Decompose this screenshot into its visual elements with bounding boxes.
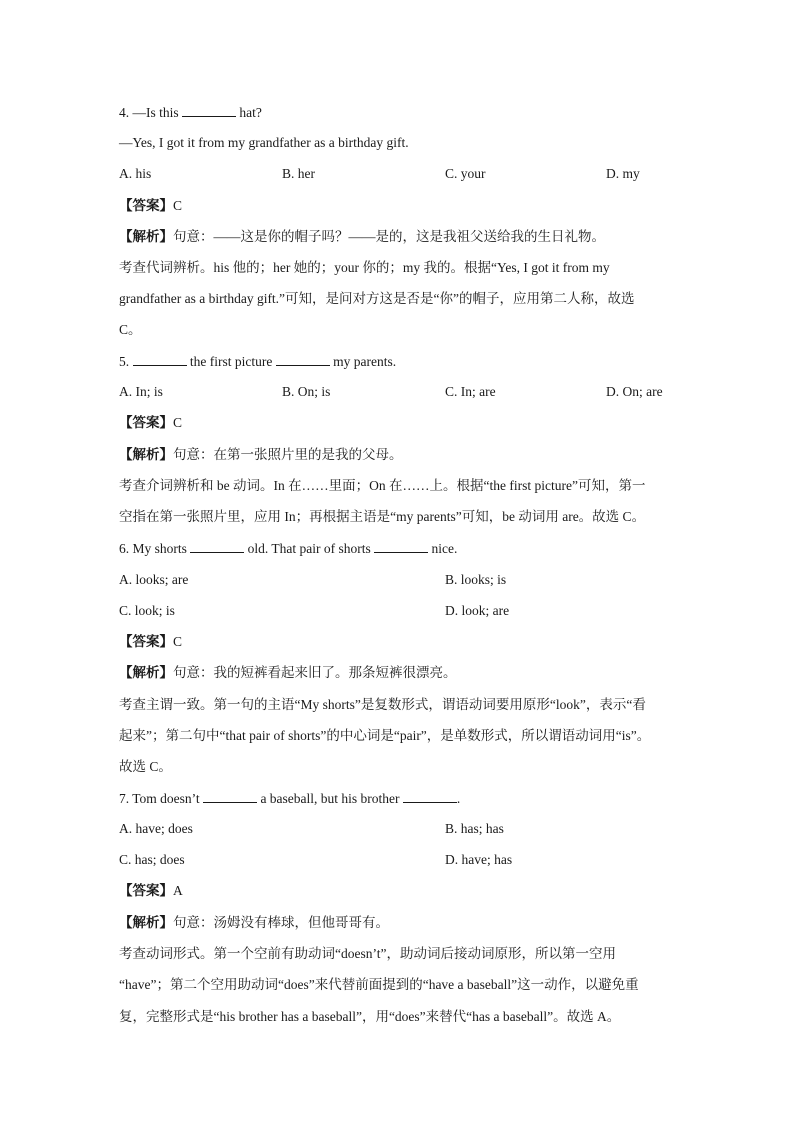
answer-tag: 【答案】 bbox=[119, 198, 173, 213]
question-6-option-c: C. look; is bbox=[119, 603, 175, 618]
question-5-option-a: A. In; is bbox=[119, 384, 163, 399]
question-7-analysis-line-1 bbox=[119, 914, 389, 932]
question-6-stem-part-2: old. That pair of shorts bbox=[244, 541, 375, 556]
question-6-option-a: A. looks; are bbox=[119, 572, 189, 587]
question-5-stem bbox=[119, 352, 396, 371]
analysis-text: 句意：我的短裤看起来旧了。那条短裤很漂亮。 bbox=[173, 665, 457, 680]
question-4-analysis-line-4: C。 bbox=[119, 322, 142, 337]
question-5-analysis-line-2: 考查介词辨析和 be 动词。In 在……里面；On 在……上。根据“the first picture”可知，第一 bbox=[119, 478, 646, 493]
question-5-answer bbox=[119, 414, 182, 432]
question-4-stem-part-1: 4. —Is this bbox=[119, 105, 183, 120]
answer-blank bbox=[190, 539, 244, 553]
answer-tag: 【答案】 bbox=[119, 415, 173, 430]
question-7-option-b: B. has; has bbox=[445, 821, 504, 836]
question-4-stem bbox=[119, 103, 262, 122]
answer-blank bbox=[203, 789, 257, 803]
question-4-option-d: D. my bbox=[606, 166, 640, 181]
question-4-stem-line-2: —Yes, I got it from my grandfather as a birthday gift. bbox=[119, 135, 409, 150]
question-4-option-a: A. his bbox=[119, 166, 152, 181]
question-7-stem-part-2: a baseball, but his brother bbox=[257, 791, 403, 806]
answer-value: C bbox=[173, 198, 183, 213]
question-4-option-b: B. her bbox=[282, 166, 315, 181]
question-5-option-b: B. On; is bbox=[282, 384, 331, 399]
answer-value: C bbox=[173, 634, 183, 649]
question-6-option-d: D. look; are bbox=[445, 603, 510, 618]
question-6-stem bbox=[119, 539, 457, 558]
question-4-analysis-line-2: 考查代词辨析。his 他的；her 她的；your 你的；my 我的。根据“Yes, I got it from my bbox=[119, 260, 610, 275]
question-7-stem-part-1: 7. Tom doesn’t bbox=[119, 791, 204, 806]
question-6-stem-part-3: nice. bbox=[428, 541, 458, 556]
question-4-analysis-line-1 bbox=[119, 228, 605, 246]
question-5-stem-part-3: my parents. bbox=[329, 354, 397, 369]
answer-blank bbox=[403, 789, 457, 803]
question-6-stem-part-1: 6. My shorts bbox=[119, 541, 191, 556]
question-5-option-c: C. In; are bbox=[445, 384, 496, 399]
answer-blank bbox=[182, 103, 236, 117]
analysis-text: 句意：在第一张照片里的是我的父母。 bbox=[173, 447, 403, 462]
question-7-answer bbox=[119, 882, 183, 900]
analysis-tag: 【解析】 bbox=[119, 447, 173, 462]
answer-blank bbox=[374, 539, 428, 553]
question-5-analysis-line-3: 空指在第一张照片里，应用 In；再根据主语是“my parents”可知，be 动词用 are。故选 C。 bbox=[119, 509, 646, 524]
question-6-answer bbox=[119, 633, 182, 651]
question-4-stem-part-2: hat? bbox=[236, 105, 262, 120]
analysis-tag: 【解析】 bbox=[119, 229, 173, 244]
question-6-analysis-line-2: 考查主谓一致。第一句的主语“My shorts”是复数形式，谓语动词要用原形“look”，表示“看 bbox=[119, 697, 646, 712]
answer-tag: 【答案】 bbox=[119, 883, 173, 898]
analysis-text: 句意：——这是你的帽子吗？——是的，这是我祖父送给我的生日礼物。 bbox=[173, 229, 605, 244]
answer-value: A bbox=[173, 883, 183, 898]
question-7-stem bbox=[119, 789, 460, 808]
question-6-analysis-line-3: 起来”；第二句中“that pair of shorts”的中心词是“pair”，是单数形式，所以谓语动词用“is”。 bbox=[119, 728, 651, 743]
question-7-analysis-line-4: 复，完整形式是“his brother has a baseball”，用“does”来替代“has a baseball”。故选 A。 bbox=[119, 1009, 621, 1024]
question-7-stem-part-3: . bbox=[456, 791, 461, 806]
answer-blank bbox=[133, 352, 187, 366]
question-4-answer bbox=[119, 197, 182, 215]
question-7-option-d: D. have; has bbox=[445, 852, 513, 867]
question-5-option-d: D. On; are bbox=[606, 384, 663, 399]
answer-value: C bbox=[173, 415, 183, 430]
analysis-tag: 【解析】 bbox=[119, 665, 173, 680]
question-5-stem-part-1: 5. bbox=[119, 354, 133, 369]
question-5-analysis-line-1 bbox=[119, 446, 403, 464]
question-7-analysis-line-3: “have”；第二个空用助动词“does”来代替前面提到的“have a baseball”这一动作，以避免重 bbox=[119, 977, 639, 992]
question-4-analysis-line-3: grandfather as a birthday gift.”可知，是问对方这是否是“你”的帽子，应用第二人称，故选 bbox=[119, 291, 635, 306]
question-7-option-c: C. has; does bbox=[119, 852, 185, 867]
question-6-option-b: B. looks; is bbox=[445, 572, 507, 587]
answer-blank bbox=[276, 352, 330, 366]
question-7-option-a: A. have; does bbox=[119, 821, 193, 836]
analysis-text: 句意：汤姆没有棒球，但他哥哥有。 bbox=[173, 915, 389, 930]
analysis-tag: 【解析】 bbox=[119, 915, 173, 930]
question-6-analysis-line-1 bbox=[119, 664, 457, 682]
question-4-option-c: C. your bbox=[445, 166, 486, 181]
answer-tag: 【答案】 bbox=[119, 634, 173, 649]
question-6-analysis-line-4: 故选 C。 bbox=[119, 759, 172, 774]
question-7-analysis-line-2: 考查动词形式。第一个空前有助动词“doesn’t”，助动词后接动词原形，所以第一空用 bbox=[119, 946, 616, 961]
question-5-stem-part-2: the first picture bbox=[186, 354, 276, 369]
